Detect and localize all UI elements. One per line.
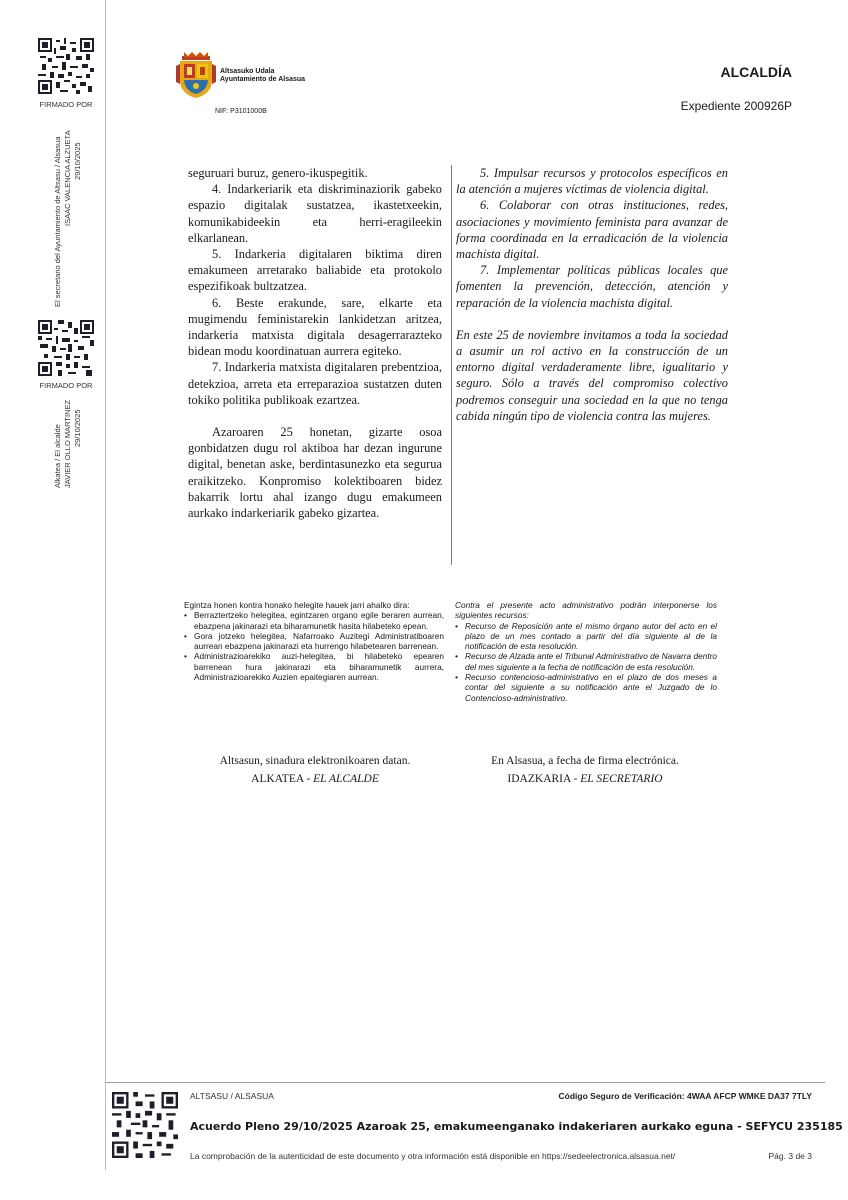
footer-divider [105, 1082, 825, 1083]
paragraph: 5. Impulsar recursos y protocolos específicos en la atención a mujeres víctimas de violencia digital. [456, 166, 728, 197]
paragraph: 5. Indarkeria digitalaren biktima diren emakumeen arretarako baliabide eta protokolo espezifikoak bultzatzea. [188, 247, 442, 294]
paragraph: 7. Indarkeria matxista digitalaren prebentzioa, detekzioa, arreta eta erreparazioa sustatzen duten tokiko politika publikoak ezartzea. [188, 360, 442, 407]
list-item: • Berraztertzeko helegitea, egintzaren organo egile beraren aurrean, ebazpena jakinarazi eta biharamunetik hasita hilabeteko epean. [184, 610, 444, 631]
signer2-role: Alkatea / El alcalde [53, 424, 62, 488]
paragraph-closing: En este 25 de noviembre invitamos a toda la sociedad a asumir un rol activo en la construcción de un entorno digital verdaderamente libre, igualitario y seguro. Sólo a través del compromiso colectivo podremos conseguir una sociedad en la que no tenga cabida ningún tipo de violencia contra las mujeres. [456, 327, 728, 423]
paragraph: 7. Implementar políticas públicas locales que fomenten la prevención, detección, atención y reparación de la violencia machista digital. [456, 263, 728, 310]
signature-left [185, 752, 445, 788]
verification-code: Código Seguro de Verificación: 4WAA AFCP WMKE DA37 7TLY [558, 1091, 812, 1101]
qr-code [38, 38, 94, 94]
signer1-date: 29/10/2025 [73, 142, 82, 180]
org-name-eu: Altsasuko Udala [220, 68, 275, 75]
appeals-spanish [455, 600, 717, 703]
signer1-name: ISAAC VALENCIA ALZUETA [63, 130, 72, 226]
appeals-intro: Contra el presente acto administrativo podrán interponerse los siguientes recursos: [455, 600, 717, 621]
column-divider [451, 165, 452, 565]
qr-code [38, 320, 94, 376]
signature-role: IDAZKARIA - EL SECRETARIO [507, 773, 663, 785]
org-name-es: Ayuntamiento de Alsasua [220, 76, 306, 83]
paragraph: 4. Indarkeriarik eta diskriminaziorik gabeko espazio digitalak sustatzea, ikastetxeekin, komunikabideekin eta herri-eragileekin elkarlanean. [188, 182, 442, 245]
paragraph: 6. Beste erakunde, sare, elkarte eta mugimendu feministarekin lankidetzan aritzea, indarkeria matxista digitala desagerrarazteko bidean modu koordinatuan aurrera egiteko. [188, 295, 442, 359]
right-column-spanish [456, 165, 728, 424]
signer1-role: El secretario del Ayuntamiento de Altsasu / Alsasua [53, 136, 62, 307]
signer1-label: FIRMADO POR [39, 100, 93, 109]
paragraph: seguruari buruz, genero-ikuspegitik. [188, 166, 368, 180]
list-item: • Gora jotzeko helegitea, Nafarroako Auzitegi Administratiboaren aurrean ebazpena jakinarazi eta hurrengo hilabetearen barrenean. [184, 630, 444, 652]
signature-place: Altsasun, sinadura elektronikoaren datan. [219, 755, 411, 767]
expediente-number: Expediente 200926P [680, 99, 792, 113]
paragraph-closing: Azaroaren 25 honetan, gizarte osoa gonbidatzen dugu rol aktiboa har dezan ingurune digital, benetan aske, berdintasunezko eta segurua eraikitzeko. Konpromiso kolektiboaren bidez bakarrik lortu ahal izango dugu emakumeen aurkako indarkeriarik gabeko gizartea. [188, 425, 442, 521]
margin-divider [105, 0, 106, 1170]
signature-place: En Alsasua, a fecha de firma electrónica. [491, 755, 679, 767]
coat-of-arms-logo [176, 52, 216, 98]
list-item: • Recurso de Alzada ante el Tribunal Administrativo de Navarra dentro del mes siguiente a la fecha de notificación de esta resolución. [455, 651, 717, 672]
page-number: Pág. 3 de 3 [768, 1151, 812, 1161]
signer2-date: 29/10/2025 [73, 409, 82, 447]
signer2-label: FIRMADO POR [39, 381, 93, 390]
department-title: ALCALDÍA [720, 64, 792, 80]
list-item: • Recurso contencioso-administrativo en el plazo de dos meses a contar del siguiente a su notificación ante el Juzgado de lo Contencioso-administrativo. [455, 672, 717, 703]
footer-municipality: ALTSASU / ALSASUA [190, 1091, 274, 1101]
nif: NIF: P3101000B [215, 108, 267, 115]
left-column-basque [188, 165, 442, 521]
appeals-basque [184, 600, 444, 682]
list-item: • Administrazioarekiko auzi-helegitea, bi hilabeteko epearen barrenean hura jakinarazi eta biharamunetik aurrera, Administrazioarekiko Auzien epaitegiaren aurrean. [184, 651, 444, 683]
document-title: Acuerdo Pleno 29/10/2025 Azaroak 25, emakumeenganako indakeriaren aurkako eguna - SEFYCU 235185 [190, 1120, 843, 1133]
list-item: • Recurso de Reposición ante el mismo órgano autor del acto en el plazo de un mes contado a partir del día siguiente al de la notificación de esta resolución. [455, 620, 717, 652]
paragraph: 6. Colaborar con otras instituciones, redes, asociaciones y movimiento feminista para avanzar de forma coordinada en la erradicación de la violencia machista digital. [456, 198, 728, 262]
footer-qr-code [112, 1092, 178, 1158]
signer2-name: JAVIER OLLO MARTINEZ [63, 399, 72, 488]
signature-right [455, 752, 715, 788]
appeals-intro: Egintza honen kontra honako helegite hauek jarri ahalko dira: [184, 600, 410, 610]
signature-role: ALKATEA - EL ALCALDE [251, 773, 379, 785]
verification-note: La comprobación de la autenticidad de este documento y otra información está disponible en https://sedeelectronica.alsasua.net/ [190, 1151, 676, 1161]
